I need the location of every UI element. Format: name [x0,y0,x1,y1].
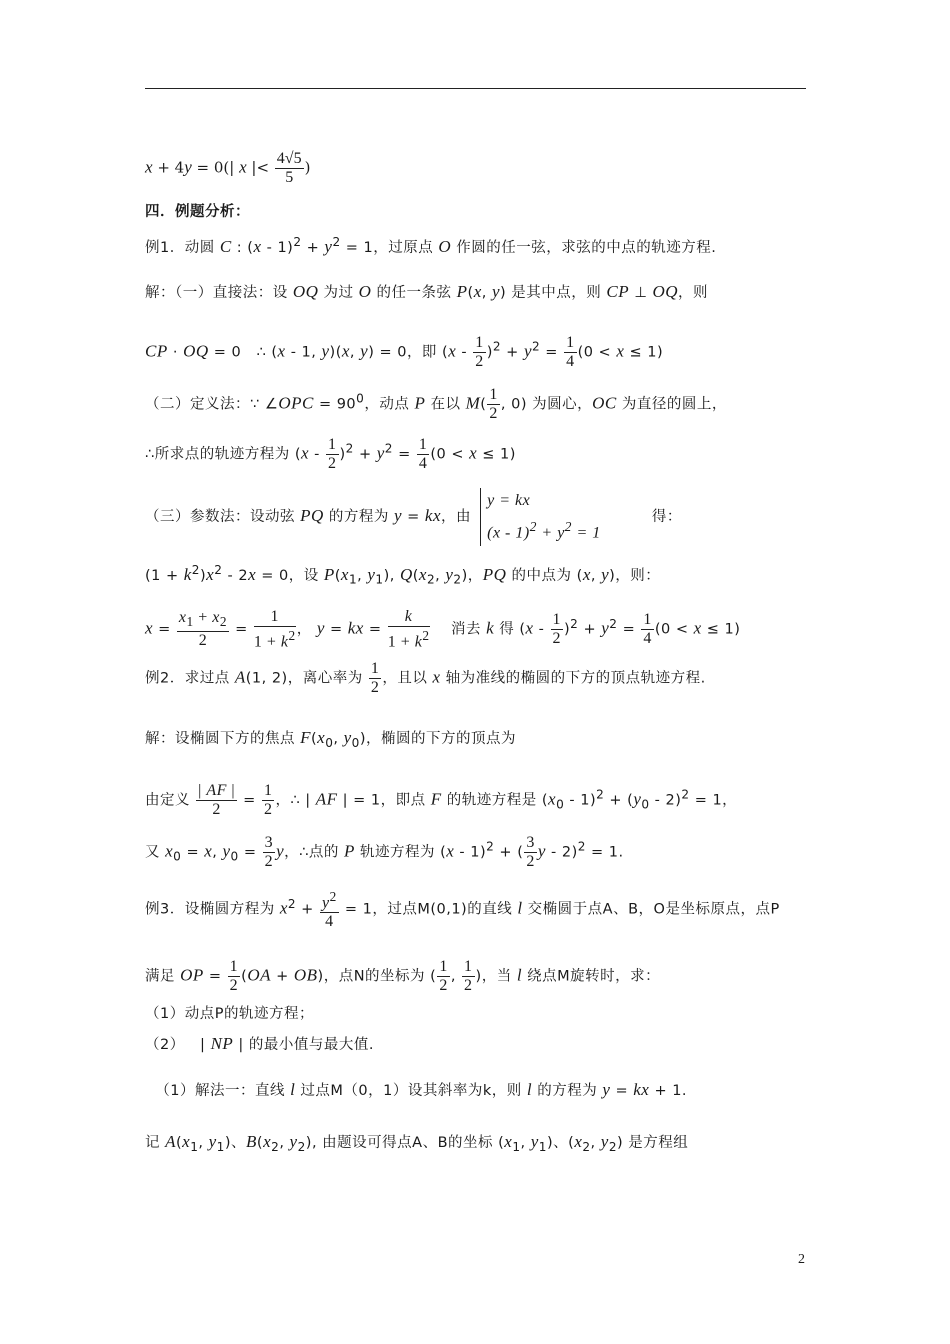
solution-line: CP · OQ = 0 ∴ (x - 1, y)(x, y) = 0，即 (x - $\frac{1}{2}$ )$^2 + y^2$ = $\frac{1}{4}$ (0 < x ≤ 1) [145,334,664,370]
solution-line: x = $\frac{x_1 + x_2}{2}$ = $\frac{1}{1 + k^2}$ ， y = kx = $\frac{k}{1 + k^2}$ 消去 k 得 (x - $\frac{1}{2}$ )$^2 + y^2$ = $\frac{1}{4}$ (0 < x ≤ 1) [145,608,741,651]
example-1-title: 例1．动圆 C : $(x - 1)^2 + y^2 = 1$，过原点 O 作圆的任一弦，求弦的中点的轨迹方程. [145,235,717,256]
solution-line: （三）参数法：设动弦 PQ 的方程为 y = kx，由 y = kx $(x - 1)^2 + y^2 = 1$ 得： [145,488,682,546]
solution-line: 解：（一）直接法：设 OQ 为过 O 的任一条弦 P(x, y) 是其中点，则 CP ⊥ OQ，则 [145,282,709,301]
example-2-title: 例2．求过点 A(1, 2)，离心率为 $\frac{1}{2}$ ，且以 x 轴为准线的椭圆的下方的顶点轨迹方程. [145,660,706,696]
text-line: x + 4y = 0(| x |< $\frac{4√5}{5}$ ) [145,150,311,186]
header-rule [145,88,806,89]
question-item: （1）动点P的轨迹方程； [145,1006,314,1022]
question-item: （2） | NP | 的最小值与最大值. [145,1034,375,1053]
solution-line: （二）定义法：∵ ∠OPC = $90^0$，动点 P 在以 M( $\frac{1}{2}$ , 0) 为圆心，OC 为直径的圆上， [145,386,727,422]
section-heading: 四．例题分析： [145,204,250,220]
solution-line: $(1 + k^2)x^2 - 2x = 0$，设 $P(x_1$, $y_1$), $Q(x_2$, $y_2$)，PQ 的中点为 (x, y)，则： [145,563,661,587]
solution-line: 记 $A(x_1$, $y_1$)、$B(x_2$, $y_2$), 由题设可得点A、B的坐标 ($x_1$, $y_1$)、($x_2$, $y_2$) 是方程组 [145,1132,689,1154]
solution-line: （1）解法一：直线 l 过点M（0，1）设其斜率为k，则 l 的方程为 y = kx + 1. [145,1080,688,1099]
solution-line: 由定义 $\frac{| AF |}{2}$ = $\frac{1}{2}$ ，∴ | AF | = 1，即点 F 的轨迹方程是 $(x_0 - 1)^2 + (y_0 - 2)^2 = 1$， [145,782,738,818]
page-number: 2 [798,1252,805,1267]
solution-line: 满足 OP = $\frac{1}{2}$ (OA + OB)，点N的坐标为 ( $\frac{1}{2}$ , $\frac{1}{2}$ )，当 l 绕点M旋转时，求： [145,958,661,994]
solution-line: ∴所求点的轨迹方程为 (x - $\frac{1}{2}$ )$^2 + y^2$ = $\frac{1}{4}$ (0 < x ≤ 1) [145,436,516,472]
example-3-title: 例3．设椭圆方程为 $x^2$ + $\frac{y^2}{4}$ = 1，过点M(0,1)的直线 l 交椭圆于点A、B，O是坐标原点，点P [145,889,780,931]
solution-line: 又 $x_0 = x$, $y_0$ = $\frac{3}{2}$ y，∴点的 P 轨迹方程为 (x - 1)$^2$ + ( $\frac{3}{2}$ y - 2)$^2$ = 1. [145,834,624,870]
solution-line: 解：设椭圆下方的焦点 $F(x_0$, $y_0$)，椭圆的下方的顶点为 [145,728,517,750]
